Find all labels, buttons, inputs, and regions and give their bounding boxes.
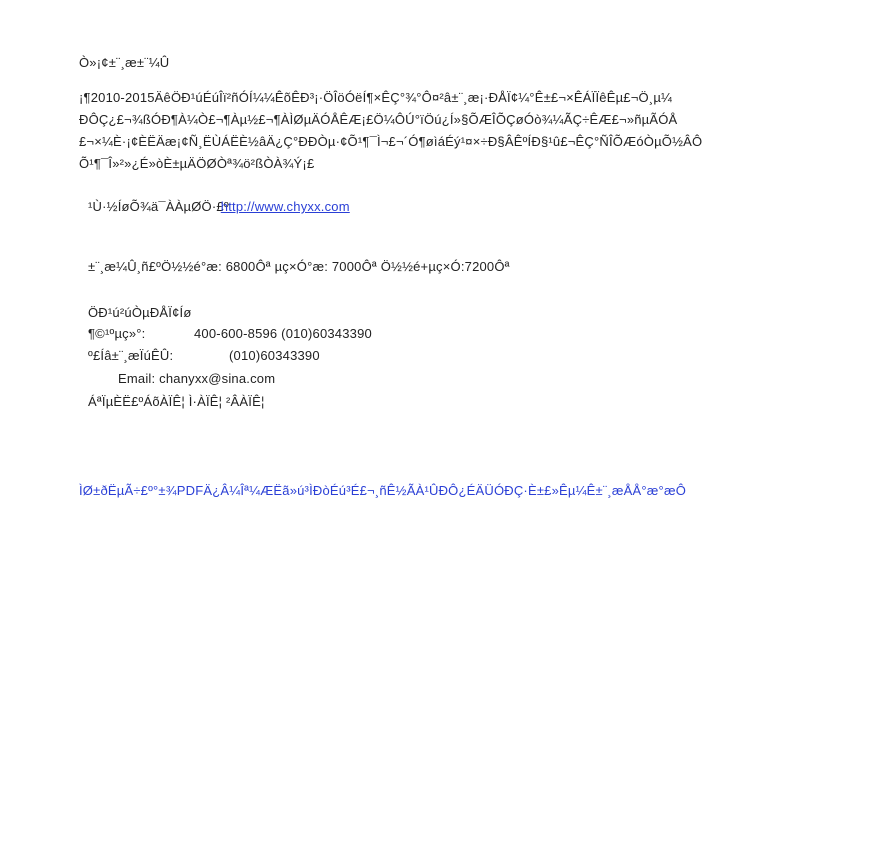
website-link[interactable]: http://www.chyxx.com bbox=[220, 199, 350, 214]
overseas-phone-row bbox=[88, 348, 320, 364]
paragraph-line: £¬×¼È·¡¢ÈËÄæ¡¢Ñ¸ËÙÁËÈ½âÄ¿Ç°ÐÐÒµ·¢Õ¹¶¯Ì¬£¬´Ó¶øìáÉý¹¤×÷Ð§ÂÊºÍÐ§¹û£¬ÊÇ°ÑÎÕÆóÒµÕ½ÂÔ bbox=[79, 134, 703, 149]
contacts-line: ÁªÏµÈË£ºÁõÀÏÊ¦ Ì·ÀÏÊ¦ ²ÂÀÏÊ¦ bbox=[88, 394, 265, 409]
paragraph-line: ÐÔÇ¿£¬¾ßÓÐ¶À¼Ò£¬¶Àµ½£¬¶ÀÌØµÄÓÅÊÆ¡£Ö¼ÔÚ°ïÖú¿Í»§ÕÆÎÕÇøÓò¾¼ÃÇ÷ÊÆ£¬»ñµÃÓÅ bbox=[79, 112, 678, 127]
order-phone-value: 400-600-8596 (010)60343390 bbox=[194, 326, 372, 341]
overseas-phone-label: º£Íâ±¨¸æÏúÊÛ: bbox=[88, 348, 174, 363]
paragraph-line: Õ¹¶¯Î»²»¿É»òÈ±µÄÖØÒª¾ö²ßÒÀ¾Ý¡£ bbox=[79, 156, 315, 171]
website-row bbox=[88, 199, 358, 215]
overseas-phone-value: (010)60343390 bbox=[229, 348, 320, 363]
order-phone-row bbox=[88, 326, 372, 342]
paragraph-line: ¡¶2010-2015ÄêÖÐ¹úÉúÎï²ñÓÍ¼¼ÊõÊÐ³¡·ÖÎöÓëÍ¶×ÊÇ°¾°Ô¤²â±¨¸æ¡·ÐÅÏ¢¼°Ê±£¬×ÊÁÏÏêÊµ£¬Ö¸µ¼ bbox=[79, 90, 673, 105]
website-label: ¹Ù·½ÍøÕ¾ä¯ÀÀµØÖ·£º bbox=[88, 199, 229, 214]
email-line: Email: chanyxx@sina.com bbox=[118, 371, 276, 386]
contact-title: ÖÐ¹ú²úÒµÐÅÏ¢Íø bbox=[88, 305, 192, 320]
footer-note: ÌØ±ðËµÃ÷£º°±¾PDFÄ¿Â¼Îª¼ÆËã»ú³ÌÐòÉú³É£¬¸ñÊ½ÃÀ¹ÛÐÔ¿ÉÄÜÓÐÇ·È±£»Êµ¼Ê±¨¸æÅÅ°æ°æÔ bbox=[79, 483, 687, 498]
order-phone-label: ¶©¹ºµç»°: bbox=[88, 326, 146, 341]
section-heading: Ò»¡¢±¨¸æ±¨¼Û bbox=[79, 55, 170, 70]
price-line: ±¨¸æ¼Û¸ñ£ºÖ½½é°æ: 6800Ôª µç×Ó°æ: 7000Ôª Ö½½é+µç×Ó:7200Ôª bbox=[88, 259, 510, 274]
